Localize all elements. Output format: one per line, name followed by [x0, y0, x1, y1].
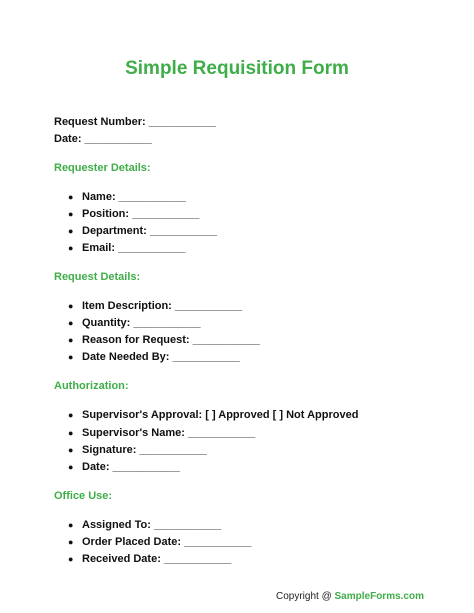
list-item-text: Name: ___________ [82, 191, 186, 203]
list-item-text: Position: ___________ [82, 208, 200, 220]
list-item-supervisor-approval [68, 408, 358, 422]
section-heading-office-use: Office Use: [54, 490, 113, 502]
list-item-text: Supervisor's Approval: [ ] Approved [ ] Not Approved [82, 409, 359, 421]
list-item-text: Quantity: ___________ [82, 317, 201, 329]
section-heading-request-details: Request Details: [54, 271, 141, 283]
list-item-name [68, 190, 186, 204]
copyright-prefix: Copyright @ [276, 591, 335, 602]
copyright-footer [276, 590, 424, 603]
list-item-text: Assigned To: ___________ [82, 519, 222, 531]
bullet-icon: ● [68, 537, 74, 547]
list-item-email [68, 241, 185, 255]
list-item-signature [68, 443, 207, 457]
bullet-icon: ● [68, 209, 74, 219]
list-item-text: Received Date: ___________ [82, 553, 232, 565]
list-item-department [68, 224, 217, 238]
list-item-auth-date [68, 460, 180, 474]
bullet-icon: ● [68, 335, 74, 345]
list-item-reason [68, 333, 260, 347]
bullet-icon: ● [68, 243, 74, 253]
list-item-text: Supervisor's Name: ___________ [82, 427, 256, 439]
bullet-icon: ● [68, 445, 74, 455]
list-item-text: Date: ___________ [82, 461, 180, 473]
list-item-position [68, 207, 199, 221]
list-item-date-needed [68, 350, 240, 364]
bullet-icon: ● [68, 554, 74, 564]
bullet-icon: ● [68, 352, 74, 362]
list-item-text: Item Description: ___________ [82, 300, 243, 312]
list-item-text: Date Needed By: ___________ [82, 351, 240, 363]
bullet-icon: ● [68, 428, 74, 438]
list-item-text: Signature: ___________ [82, 444, 207, 456]
brand-link[interactable]: SampleForms.com [334, 591, 424, 602]
form-title: Simple Requisition Form [125, 58, 349, 79]
list-item-order-placed-date [68, 535, 251, 549]
list-item-received-date [68, 552, 231, 566]
bullet-icon: ● [68, 192, 74, 202]
request-number-field: Request Number: ___________ [54, 116, 217, 128]
date-field: Date: ___________ [54, 133, 152, 145]
section-heading-requester-details: Requester Details: [54, 162, 151, 174]
bullet-icon: ● [68, 301, 74, 311]
list-item-quantity [68, 316, 201, 330]
list-item-supervisor-name [68, 426, 255, 440]
bullet-icon: ● [68, 462, 74, 472]
bullet-icon: ● [68, 410, 74, 420]
bullet-icon: ● [68, 318, 74, 328]
list-item-text: Order Placed Date: ___________ [82, 536, 252, 548]
list-item-item-description [68, 299, 242, 313]
list-item-text: Department: ___________ [82, 225, 218, 237]
list-item-text: Email: ___________ [82, 242, 186, 254]
bullet-icon: ● [68, 226, 74, 236]
list-item-text: Reason for Request: ___________ [82, 334, 260, 346]
section-heading-authorization: Authorization: [54, 380, 129, 392]
list-item-assigned-to [68, 518, 221, 532]
bullet-icon: ● [68, 520, 74, 530]
